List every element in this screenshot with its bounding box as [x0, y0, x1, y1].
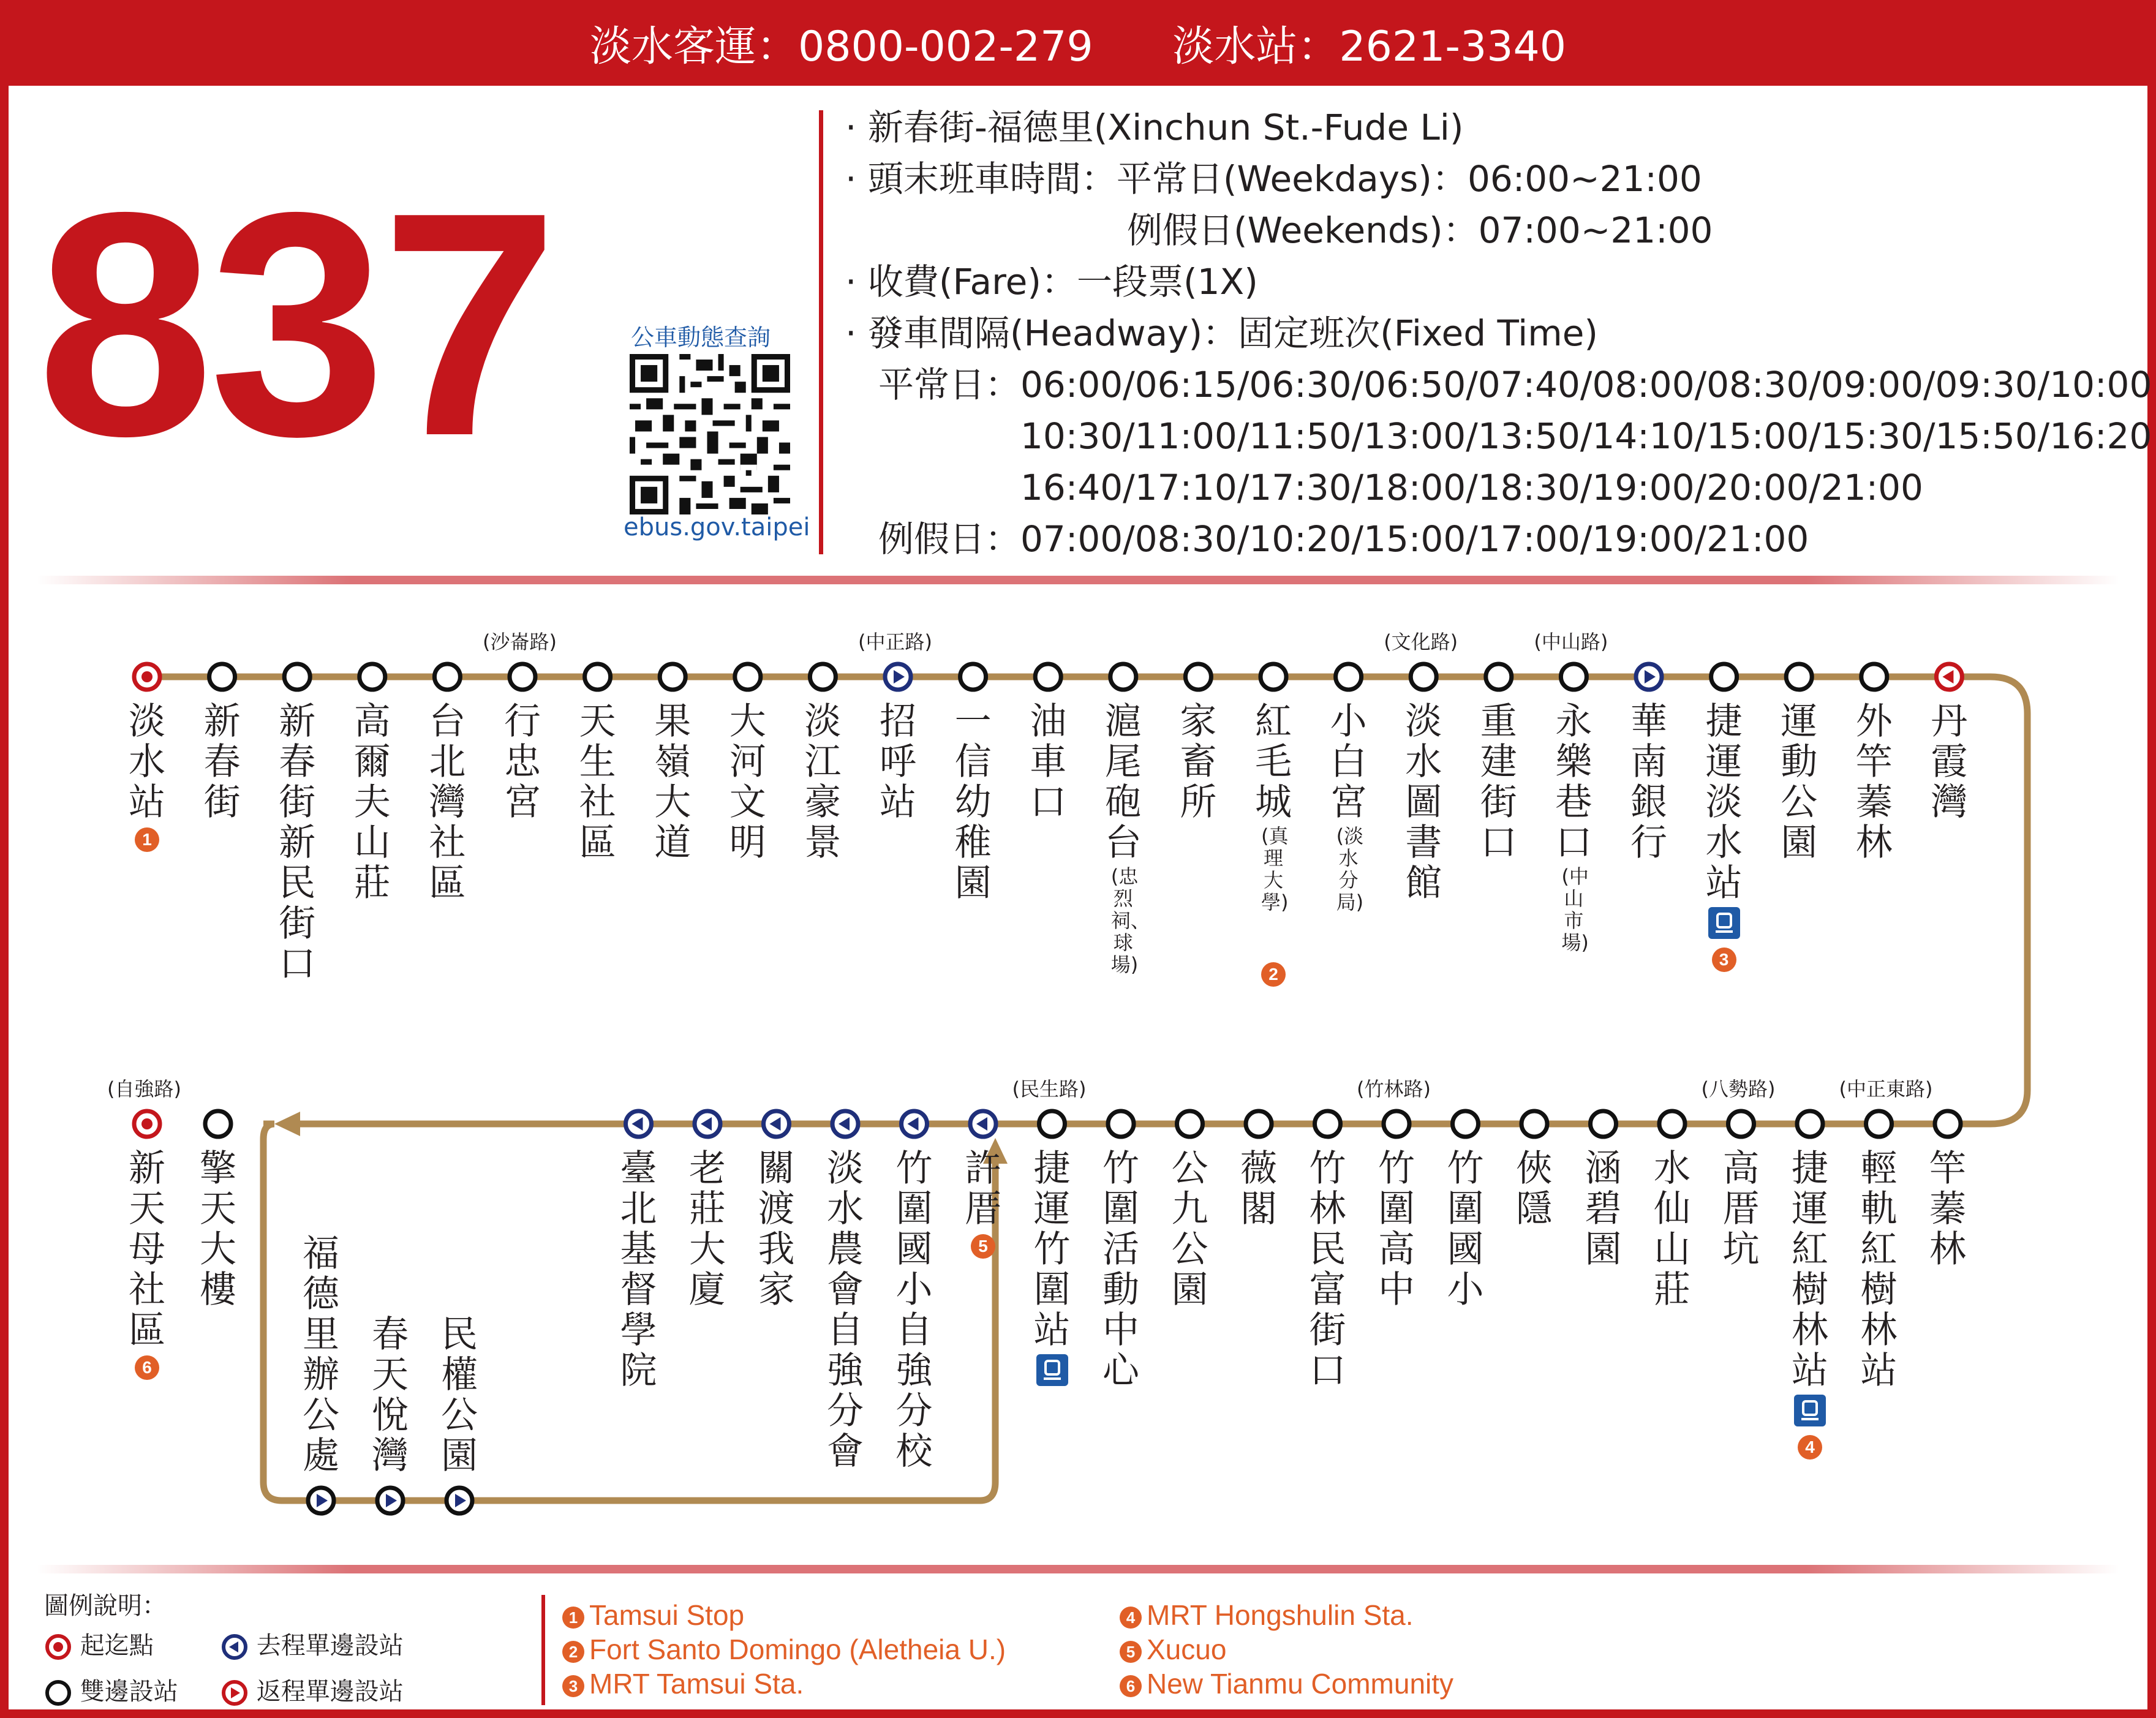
- stop-marker-淡水圖書館: [1411, 664, 1436, 690]
- stop-marker-台北灣社區: [434, 664, 460, 690]
- stop-name[interactable]: 新天母社區: [129, 1147, 165, 1352]
- legend-english-text: Tamsui Stop: [589, 1599, 745, 1631]
- legend-english-text: Xucuo: [1147, 1633, 1227, 1665]
- legend-divider: [541, 1595, 545, 1705]
- road-name: (竹林路): [1357, 1077, 1431, 1101]
- stop-name[interactable]: 滬尾砲台: [1104, 700, 1142, 864]
- stop-marker-招呼站: [885, 664, 911, 690]
- stop-marker-俠隱: [1521, 1111, 1547, 1137]
- stop-marker-小白宮: [1336, 664, 1362, 690]
- stop-name[interactable]: 老莊大廈: [689, 1147, 726, 1311]
- stop-name[interactable]: 新春街: [203, 700, 241, 824]
- stop-marker-公九公園: [1177, 1111, 1203, 1137]
- legend-outbound-label: 去程單邊設站: [256, 1632, 404, 1660]
- stop-name[interactable]: 竹圍國小自強分校: [895, 1147, 933, 1473]
- stop-name[interactable]: 重建街口: [1480, 700, 1517, 864]
- stop-name[interactable]: 竹林民富街口: [1309, 1147, 1346, 1392]
- stop-name[interactable]: 水仙山莊: [1654, 1147, 1691, 1311]
- stop-marker-竹圍國小自強分校: [902, 1111, 927, 1137]
- stop-marker-重建街口: [1486, 664, 1512, 690]
- fare: 收費(Fare)：一段票(1X): [867, 261, 1258, 303]
- stop-name[interactable]: 涵碧園: [1585, 1147, 1622, 1271]
- stop-name[interactable]: 天生社區: [579, 700, 616, 864]
- stop-marker-老莊大廈: [695, 1111, 720, 1137]
- stop-name[interactable]: 竹圍高中: [1378, 1147, 1415, 1311]
- stop-marker-竿蓁林: [1935, 1111, 1961, 1137]
- stop-name[interactable]: 民權公園: [441, 1313, 478, 1477]
- headway: 發車間隔(Headway)：固定班次(Fixed Time): [867, 312, 1599, 354]
- stop-marker-運動公園: [1786, 664, 1812, 690]
- stop-number-badge: 5: [971, 1234, 995, 1259]
- stop-name[interactable]: 新春街新民街口: [279, 700, 316, 985]
- road-name: (沙崙路): [483, 630, 557, 654]
- weekday-times-2: 10:30/11:00/11:50/13:00/13:50/14:10/15:00/15:30/15:50/16:20: [1020, 415, 2152, 457]
- stop-name[interactable]: 運動公園: [1781, 700, 1818, 864]
- road-name: (中山路): [1534, 630, 1608, 654]
- stop-marker-捷運淡水站: [1711, 664, 1737, 690]
- stop-marker-春天悅灣: [377, 1488, 403, 1513]
- stop-name[interactable]: 丹霞灣: [1931, 700, 1968, 824]
- legend-number-badge: 4: [1120, 1607, 1142, 1629]
- stop-name[interactable]: 淡水圖書館: [1405, 700, 1442, 905]
- bullet: ·: [845, 261, 857, 303]
- stop-marker-竹林民富街口: [1315, 1111, 1341, 1137]
- stop-name[interactable]: 俠隱: [1516, 1147, 1553, 1230]
- mrt-icon: [1794, 1395, 1826, 1426]
- stop-name[interactable]: 捷運紅樹林站: [1792, 1147, 1828, 1392]
- stop-marker-滬尾砲台: [1110, 664, 1136, 690]
- stop-marker-一信幼稚園: [960, 664, 986, 690]
- stop-name[interactable]: 台北灣社區: [429, 700, 466, 905]
- stop-marker-捷運紅樹林站: [1797, 1111, 1823, 1137]
- stop-name[interactable]: 外竿蓁林: [1855, 700, 1893, 864]
- stop-marker-輕軌紅樹林站: [1866, 1111, 1892, 1137]
- stop-marker-紅毛城: [1261, 664, 1286, 690]
- stop-marker-水仙山莊: [1659, 1111, 1685, 1137]
- stop-marker-竹圍國小: [1453, 1111, 1479, 1137]
- stop-marker-薇閣: [1246, 1111, 1272, 1137]
- legend-terminal-label: 起迄點: [80, 1632, 154, 1660]
- weekend-times: 07:00/08:30/10:20/15:00/17:00/19:00/21:00: [1020, 518, 1809, 560]
- legend-number-badge: 6: [1120, 1675, 1142, 1697]
- legend-english-item: [1120, 1633, 1226, 1666]
- stop-number-badge: 4: [1798, 1435, 1822, 1460]
- stop-marker-淡江豪景: [810, 664, 835, 690]
- legend-return-label: 返程單邊設站: [256, 1678, 404, 1706]
- route-number: 837: [37, 146, 554, 502]
- legend-english-text: MRT Tamsui Sta.: [589, 1668, 804, 1700]
- route-name: 新春街-福德里(Xinchun St.-Fude Li): [867, 107, 1464, 148]
- legend-english-item: [562, 1599, 744, 1632]
- stop-name[interactable]: 福德里辦公處: [303, 1232, 339, 1477]
- stop-marker-擎天大樓: [205, 1111, 231, 1137]
- company-phone: 淡水客運：0800-002-279: [589, 23, 1093, 71]
- legend-english-item: [1120, 1599, 1414, 1632]
- stop-marker-淡水農會自強分會: [832, 1111, 858, 1137]
- stop-marker-天生社區: [585, 664, 611, 690]
- stop-marker-油車口: [1035, 664, 1061, 690]
- stop-marker-永樂巷口: [1561, 664, 1586, 690]
- legend-title: 圖例說明：: [44, 1592, 167, 1620]
- outbound-only-icon: [221, 1633, 249, 1661]
- stop-subtitle: (中山市場): [1561, 865, 1589, 954]
- stop-name[interactable]: 擎天大樓: [200, 1147, 236, 1311]
- stop-marker-行忠宮: [510, 664, 535, 690]
- mrt-icon: [1708, 907, 1740, 939]
- stop-name[interactable]: 淡江豪景: [804, 700, 842, 864]
- return-only-icon: [221, 1679, 249, 1707]
- weekday-times-1: 06:00/06:15/06:30/06:50/07:40/08:00/08:30/09:00/09:30/10:00: [1020, 364, 2152, 405]
- stop-marker-家畜所: [1185, 664, 1211, 690]
- stop-name[interactable]: 薇閣: [1240, 1147, 1277, 1230]
- stop-name[interactable]: 淡水農會自強分會: [827, 1147, 864, 1473]
- road-name: (中正東路): [1839, 1077, 1933, 1101]
- service-hours-weekday: 頭末班車時間：平常日(Weekdays)：06:00~21:00: [867, 158, 1702, 200]
- service-hours-weekend: 例假日(Weekends)：07:00~21:00: [1127, 209, 1713, 251]
- road-name: (中正路): [858, 630, 932, 654]
- stop-number-badge: 3: [1712, 948, 1736, 972]
- stop-marker-新春街: [209, 664, 235, 690]
- stop-marker-果嶺大道: [660, 664, 685, 690]
- stop-marker-許厝: [970, 1111, 996, 1137]
- legend-english-text: Fort Santo Domingo (Aletheia U.): [589, 1633, 1006, 1665]
- stop-name[interactable]: 紅毛城: [1255, 700, 1292, 824]
- stop-name[interactable]: 春天悅灣: [372, 1313, 409, 1477]
- legend-number-badge: 3: [562, 1675, 584, 1697]
- stop-name[interactable]: 小白宮: [1330, 700, 1367, 824]
- weekend-label: 例假日：: [878, 518, 1021, 560]
- mrt-icon: [1036, 1354, 1068, 1386]
- stop-name[interactable]: 竹圍活動中心: [1102, 1147, 1139, 1392]
- legend-terminal: [44, 1626, 154, 1661]
- station-phone: 淡水站：2621-3340: [1172, 23, 1567, 71]
- direction-arrow: [274, 1112, 300, 1136]
- stop-name[interactable]: 關渡我家: [758, 1147, 795, 1311]
- stop-name[interactable]: 輕軌紅樹林站: [1860, 1147, 1898, 1392]
- bullet: ·: [845, 312, 857, 354]
- stop-name[interactable]: 淡水站: [129, 700, 165, 824]
- stop-name[interactable]: 捷運竹圍站: [1033, 1147, 1071, 1352]
- stop-name[interactable]: 高爾夫山莊: [353, 700, 391, 905]
- stop-subtitle: (真理大學): [1261, 824, 1289, 914]
- legend-outbound: [221, 1626, 404, 1661]
- legend-number-badge: 1: [562, 1607, 584, 1629]
- stop-name[interactable]: 公九公園: [1171, 1147, 1208, 1311]
- stop-number-badge: 6: [135, 1355, 159, 1380]
- stop-marker-竹圍活動中心: [1108, 1111, 1134, 1137]
- legend-return: [221, 1672, 404, 1707]
- stop-number-badge: 2: [1261, 962, 1286, 987]
- stop-subtitle: (淡水分局): [1336, 824, 1364, 914]
- stop-name[interactable]: 高厝坑: [1722, 1147, 1760, 1271]
- stop-marker-新天母社區: [134, 1111, 160, 1137]
- legend-both-label: 雙邊設站: [80, 1678, 178, 1706]
- stop-marker-淡水站: [134, 664, 160, 690]
- stop-marker-關渡我家: [764, 1111, 790, 1137]
- stop-marker-外竿蓁林: [1861, 664, 1887, 690]
- terminal-icon: [44, 1633, 72, 1661]
- qr-caption: 公車動態查詢: [631, 324, 771, 351]
- road-name: (八勢路): [1701, 1077, 1776, 1101]
- bullet: ·: [845, 158, 857, 200]
- stop-marker-大河文明: [735, 664, 761, 690]
- legend-english-item: [562, 1633, 1006, 1666]
- legend-both: [44, 1672, 178, 1707]
- stop-name[interactable]: 油車口: [1030, 700, 1067, 824]
- stop-number-badge: 1: [135, 827, 159, 852]
- stop-name[interactable]: 招呼站: [880, 700, 916, 824]
- both-sides-icon: [44, 1679, 72, 1707]
- stop-subtitle: (忠烈祠、球場): [1110, 865, 1150, 976]
- stop-marker-竹圍高中: [1384, 1111, 1409, 1137]
- stop-name[interactable]: 捷運淡水站: [1705, 700, 1743, 905]
- stop-name[interactable]: 一信幼稚園: [954, 700, 992, 905]
- stop-name[interactable]: 永樂巷口: [1555, 700, 1593, 864]
- weekday-times-3: 16:40/17:10/17:30/18:00/18:30/19:00/20:00/21:00: [1020, 467, 1923, 508]
- stop-marker-華南銀行: [1636, 664, 1662, 690]
- stop-name[interactable]: 行忠宮: [504, 700, 541, 824]
- legend-english-item: [1120, 1667, 1453, 1700]
- qr-url[interactable]: ebus.gov.taipei: [624, 513, 810, 541]
- stop-marker-福德里辦公處: [308, 1488, 334, 1513]
- legend-number-badge: 5: [1120, 1641, 1142, 1663]
- bullet: ·: [845, 107, 857, 148]
- stop-name[interactable]: 竿蓁林: [1929, 1147, 1966, 1271]
- weekday-label: 平常日：: [878, 364, 1021, 405]
- stop-marker-涵碧園: [1591, 1111, 1616, 1137]
- stop-marker-高厝坑: [1728, 1111, 1754, 1137]
- road-name: (文化路): [1384, 630, 1458, 654]
- stop-marker-民權公園: [447, 1488, 472, 1513]
- stop-name[interactable]: 果嶺大道: [654, 700, 692, 864]
- stop-marker-高爾夫山莊: [360, 664, 385, 690]
- stop-marker-臺北基督學院: [626, 1111, 652, 1137]
- road-name: (民生路): [1012, 1077, 1087, 1101]
- stop-marker-丹霞灣: [1936, 664, 1962, 690]
- stop-marker-新春街新民街口: [284, 664, 310, 690]
- stop-name[interactable]: 華南銀行: [1630, 700, 1667, 864]
- stop-name[interactable]: 臺北基督學院: [620, 1147, 657, 1392]
- stop-name[interactable]: 大河文明: [729, 700, 766, 864]
- legend-english-text: MRT Hongshulin Sta.: [1147, 1599, 1414, 1631]
- legend-english-item: [562, 1667, 804, 1700]
- stop-name[interactable]: 家畜所: [1180, 700, 1217, 824]
- legend-english-text: New Tianmu Community: [1147, 1668, 1454, 1700]
- legend-number-badge: 2: [562, 1641, 584, 1663]
- stop-name[interactable]: 許厝: [965, 1147, 1001, 1230]
- road-name: (自強路): [107, 1077, 181, 1101]
- stop-marker-捷運竹圍站: [1039, 1111, 1065, 1137]
- stop-name[interactable]: 竹圍國小: [1447, 1147, 1484, 1311]
